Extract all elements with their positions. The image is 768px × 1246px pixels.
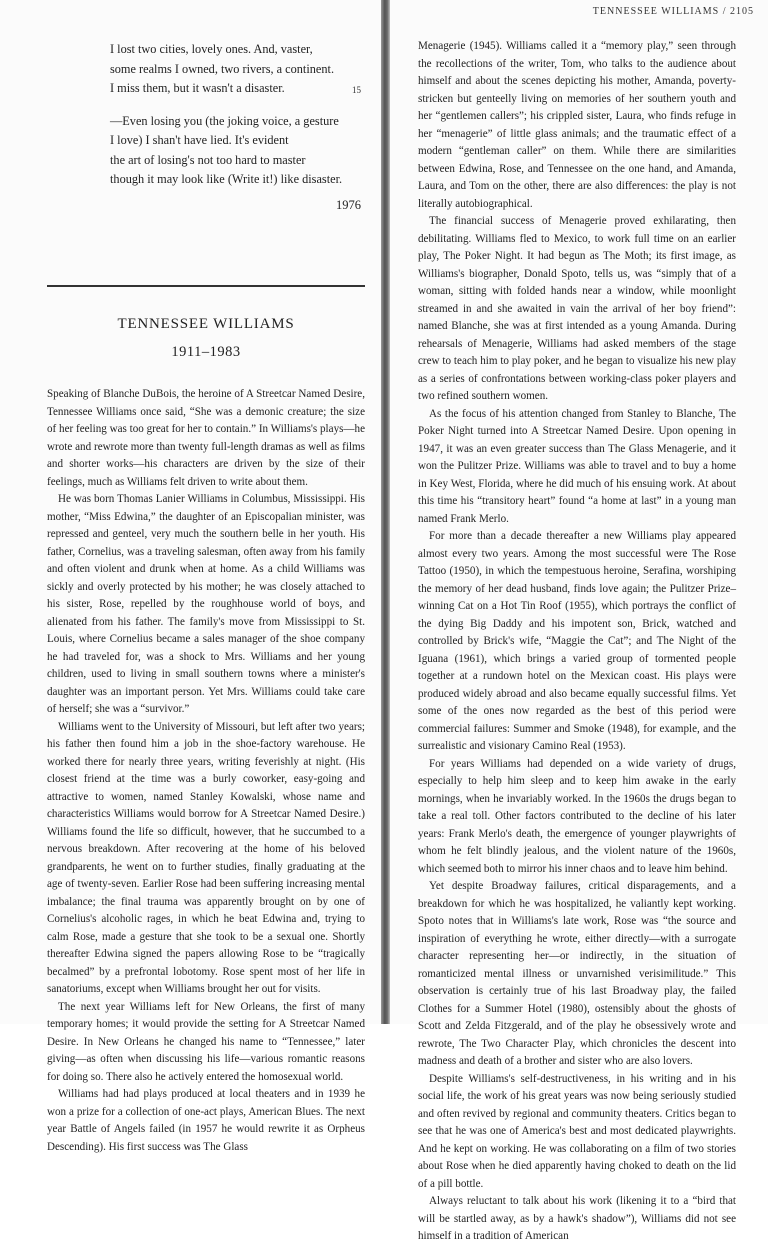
book-gutter: [381, 0, 390, 1024]
paragraph: For more than a decade thereafter a new Williams play appeared almost every two years. Among the most successful were The Rose Tattoo (1950), in which the tempestuous heroine, Serafina, worshiping the memory of her dead husband, finds love again; the Pulitzer Prize–winning Cat on a Hot Tin Roof (1955), which portrays the conflict of the dying Big Daddy and his impotent son, Brick, watched and controlled by Brick's wife, “Maggie the Cat”; and The Night of the Iguana (1961), which brings a varied group of tormented people together at a rundown hotel on the Mexican coast. His plays were produced widely abroad and also became equally successful films. Yet some of the ones now regarded as the best of this period were commercial failures: Summer and Smoke (1948), for example, and the surrealistic and visionary Camino Real (1953).: [418, 530, 736, 752]
poem-ending: [110, 40, 343, 203]
paragraph: Speaking of Blanche DuBois, the heroine of A Streetcar Named Desire, Tennessee Williams once said, “She was a demonic creature; the size of her feeling was too great for her to contain.” In Williams's plays—he wrote and rewrote more than twenty full-length dramas as well as films and shorter works—his characters are driven by the size of their feelings, much as Williams felt driven to write about them.: [47, 388, 365, 488]
paragraph: Menagerie (1945). Williams called it a “memory play,” seen through the recollections of the writer, Tom, who talks to the audience about himself and about the scenes depicting his mother, Amanda, poverty-stricken but genteelly living on memories of her southern youth and her “gentlemen callers”; his crippled sister, Laura, who finds refuge in her “menagerie” of little glass animals; and the traumatic effect of a modern “gentleman caller” on them. While there are similarities between Edwina, Rose, and Tennessee on the one hand, and Amanda, Laura, and Tom on the other, there are also differences: the play is not literally autobiographical.: [418, 40, 736, 210]
poem-line: I love) I shan't have lied. It's evident: [110, 133, 289, 147]
poem-year: 1976: [336, 198, 361, 212]
poem-line: I lost two cities, lovely ones. And, vaster,: [110, 42, 313, 56]
paragraph: He was born Thomas Lanier Williams in Columbus, Mississippi. His mother, “Miss Edwina,” the daughter of an Episcopalian minister, was repressed and genteel, very much the southern belle in her youth. His father, Cornelius, was a traveling salesman, often away from his family and often violent and drunk when at home. As a child Williams was sickly and overly protected by his mother; he was closely attached to his sister, Rose, repelled by the roughhouse world of boys, and alienated from his father. The family's move from Mississippi to St. Louis, where Cornelius became a sales manager of the shoe company he had traveled for, was a shock to Mrs. Williams and her young children, used to living in small southern towns where a minister's daughter was an important person. Yet Mrs. Williams could take care of herself; she was a “survivor.”: [47, 493, 365, 715]
poem-line: —Even losing you (the joking voice, a gesture: [110, 113, 339, 128]
paragraph: The financial success of Menagerie proved exhilarating, then debilitating. Williams fled to Mexico, to work full time on an earlier play, The Poker Night. It had begun as The Moth; its first image, as Williams's biographer, Donald Spoto, tells us, was “simply that of a woman, sitting with folded hands near a window, while moonlight streamed in and she awaited in vain the arrival of her boy friend”: named Blanche, she was at first intended as a young Amanda. During rehearsals of Menagerie, Williams had asked members of the stage crew to teach him to play poker, and he began to visualize his new play as a series of confrontations between working-class poker players and two refined southern women.: [418, 215, 736, 402]
poem-line: the art of losing's not too hard to master: [110, 152, 306, 167]
left-page: [0, 0, 381, 1153]
poem-line-number: 15: [352, 85, 361, 95]
paragraph: The next year Williams left for New Orleans, the first of many temporary homes; it would provide the setting for A Streetcar Named Desire. In New Orleans he changed his name to “Tennessee,” later giving—as often when discussing his life—various romantic reasons for doing so. There also he actively entered the homosexual world.: [47, 1000, 365, 1083]
running-head: TENNESSEE WILLIAMS / 2105: [592, 6, 754, 17]
paragraph: Yet despite Broadway failures, critical disparagements, and a breakdown for which he was hospitalized, he valiantly kept working. Spoto notes that in Williams's late work, Rose was “the source and inspiration of everything he wrote, either directly—with a surrogate character representing her—or indirectly, in the situation of romanticized mental illness or unvarnished verisimilitude.” This observation is certainly true of his last Broadway play, the failed Clothes for a Summer Hotel (1980), ostensibly about the ghosts of Scott and Zelda Fitzgerald, and of the play he obsessively wrote and rewrote, The Two Character Play, which chronicles the descent into madness and death of a brother and sister who are also lovers.: [418, 880, 736, 1067]
poem-line: some realms I owned, two rivers, a continent.: [110, 61, 335, 76]
poem-line: I miss them, but it wasn't a disaster.: [110, 81, 285, 95]
paragraph: For years Williams had depended on a wide variety of drugs, especially to help him sleep and to keep him awake in the early mornings, when he invariably worked. In the 1960s the drugs began to take a real toll. Other factors contributed to the decline of his later years: Frank Merlo's death, the emergence of younger playwrights of whom he felt blindly jealous, and the violent nature of the 1960s, which seemed both to mirror his inner chaos and to leave him behind.: [418, 757, 736, 875]
paragraph: Despite Williams's self-destructiveness, in his writing and in his social life, the work of his great years was now being seriously studied and often revived by regional and community theaters. Critics began to see that he was one of America's best and most dedicated playwrights. And he kept on working. He was collaborating on a film of two stories about Rose when he died apparently having choked to death on the lid of a pill bottle.: [418, 1072, 736, 1190]
poem-stanza: [110, 112, 343, 190]
right-column-text: [418, 38, 736, 1246]
author-dates: 1911–1983: [171, 344, 241, 360]
left-column-text: [47, 386, 365, 1156]
paragraph: Williams went to the University of Missouri, but left after two years; his father then found him a job in the shoe-factory warehouse. He worked there for nearly three years, writing feverishly at night. (His closest friend at the time was a burly coworker, easy-going and attractive to women, named Stanley Kowalski, whose name and characteristics Williams would borrow for A Streetcar Named Desire.) Williams found the life so difficult, however, that he succumbed to a nervous breakdown. After recovering at the home of his beloved grandparents, he went on to further studies, finally graduating at the age of twenty-seven. Earlier Rose had been suffering increasing mental imbalance; the final trauma was apparently brought on by one of Cornelius's alcoholic rages, in which he beat Edwina and, trying to calm Rose, made a gesture that she took to be a sexual one. Shortly thereafter Edwina signed the papers allowing Rose to be “tragically becalmed” by a prefrontal lobotomy. Rose spent most of her life in sanatoriums, except when Williams brought her out for visits.: [47, 720, 365, 995]
paragraph: Always reluctant to talk about his work (likening it to a “bird that will be startled away, as by a hawk's shadow”), Williams did not see himself in a tradition of American: [418, 1195, 736, 1242]
author-heading: TENNESSEE WILLIAMS: [117, 316, 295, 332]
section-divider: [47, 285, 365, 287]
paragraph: Williams had had plays produced at local theaters and in 1939 he won a prize for a collection of one-act plays, American Blues. The next year Battle of Angels failed (in 1957 he would rewrite it as Orpheus Descending). His first success was The Glass: [47, 1088, 365, 1153]
poem-line: though it may look like (Write it!) like disaster.: [110, 172, 343, 186]
paragraph: As the focus of his attention changed from Stanley to Blanche, The Poker Night turned into A Streetcar Named Desire. Upon opening in 1947, it was an even greater success than The Glass Menagerie, and it won the Pulitzer Prize. Williams was able to travel and to buy a home in Key West, Florida, where he did much of his ensuing work. At about this time his “transitory heart” found “a home at last” in a young man named Frank Merlo.: [418, 407, 736, 525]
poem-stanza: [110, 40, 340, 99]
